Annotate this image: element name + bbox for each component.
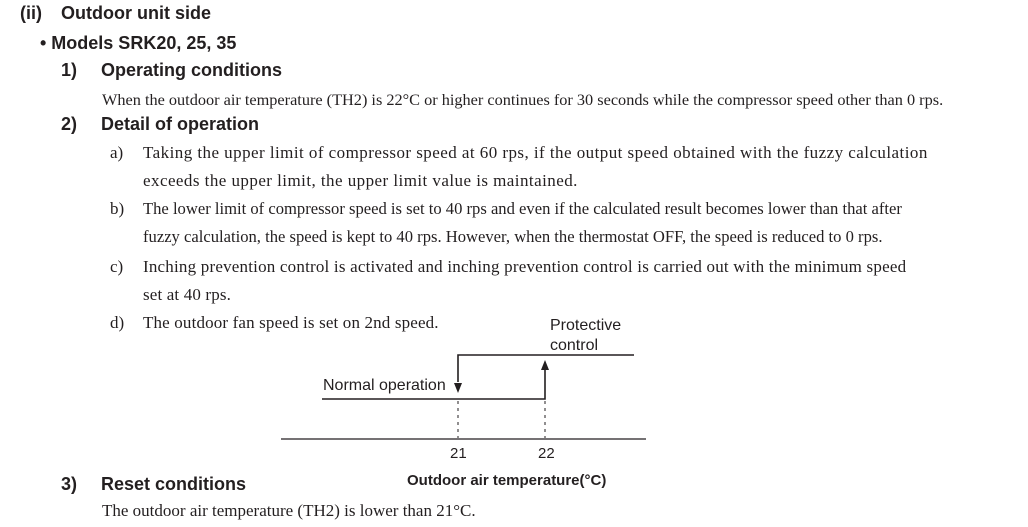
item3-title: Reset conditions <box>101 474 247 494</box>
item1-number: 1) <box>61 60 78 80</box>
list-item-a-label: a) <box>110 143 124 162</box>
tick-label-22: 22 <box>538 445 555 462</box>
item3-number: 3) <box>61 474 78 494</box>
list-item-d-line1: The outdoor fan speed is set on 2nd speed. <box>143 313 439 332</box>
list-item-c-label: c) <box>110 257 124 276</box>
section-number: (ii) <box>20 3 42 23</box>
up-arrow-icon <box>541 360 549 370</box>
list-item-b-line1: The lower limit of compressor speed is set to 40 rps and even if the calculated result becomes lower than that after <box>143 199 902 218</box>
section-title: Outdoor unit side <box>61 3 211 23</box>
tick-label-21: 21 <box>450 445 467 462</box>
protective-label-line1: Protective <box>550 317 622 334</box>
axis-label: Outdoor air temperature(°C) <box>407 472 607 489</box>
down-arrow-icon <box>454 383 462 393</box>
item3-text: The outdoor air temperature (TH2) is lower than 21°C. <box>102 501 476 520</box>
list-item-c-line2: set at 40 rps. <box>143 285 232 304</box>
normal-operation-label: Normal operation <box>323 377 446 394</box>
list-item-c-line1: Inching prevention control is activated and inching prevention control is carried out with the minimum speed <box>143 257 907 276</box>
protective-label-line2: control <box>550 337 599 354</box>
list-item-a-line2: exceeds the upper limit, the upper limit value is maintained. <box>143 171 578 190</box>
item2-number: 2) <box>61 114 78 134</box>
item1-text: When the outdoor air temperature (TH2) is 22°C or higher continues for 30 seconds while the compressor speed other than 0 rps. <box>102 90 944 109</box>
list-item-d-label: d) <box>110 313 125 332</box>
item1-title: Operating conditions <box>101 60 283 80</box>
list-item-b-label: b) <box>110 199 125 218</box>
models-heading: • Models SRK20, 25, 35 <box>40 33 237 53</box>
list-item-a-line1: Taking the upper limit of compressor speed at 60 rps, if the output speed obtained with the fuzzy calculation <box>143 143 928 162</box>
item2-title: Detail of operation <box>101 114 260 134</box>
list-item-b-line2: fuzzy calculation, the speed is kept to 40 rps. However, when the thermostat OFF, the speed is reduced to 0 rps. <box>143 227 883 246</box>
